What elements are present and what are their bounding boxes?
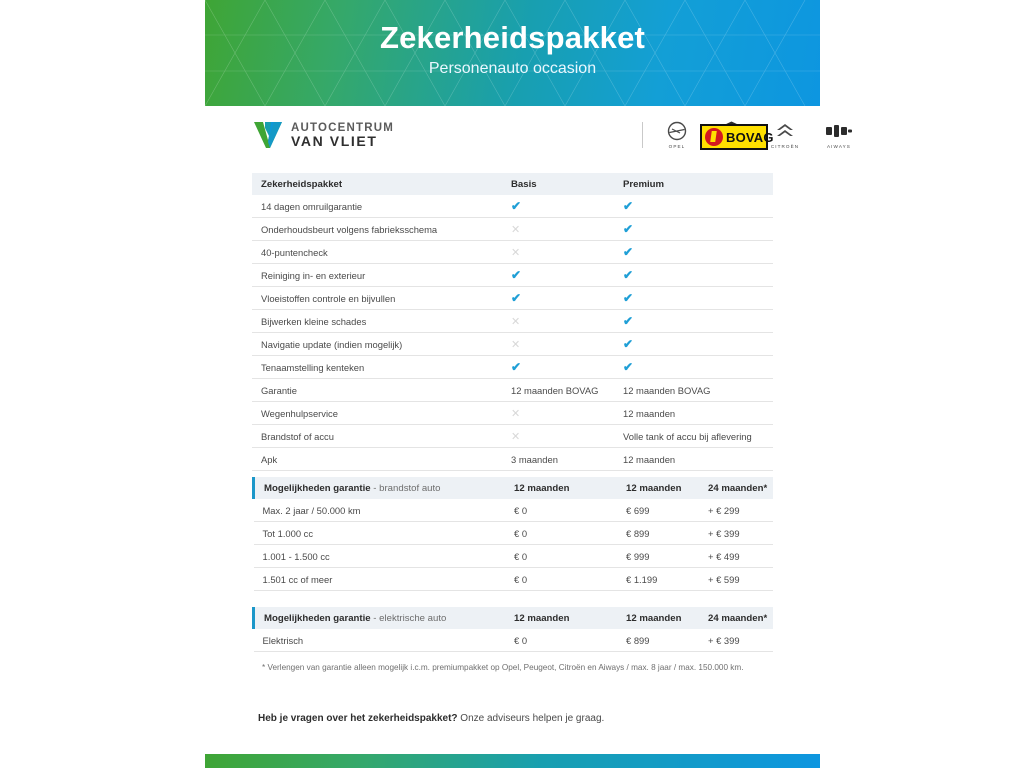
basis-value — [511, 195, 623, 218]
feature-label: Brandstof of accu — [252, 425, 511, 448]
basis-value — [511, 310, 623, 333]
basis-value — [511, 264, 623, 287]
table-row — [252, 356, 773, 379]
col-header-3: 24 maanden* — [708, 477, 773, 499]
col-header-1: 12 maanden — [514, 607, 626, 629]
premium-value: 12 maanden — [623, 402, 773, 425]
bovag-label: BOVAG — [726, 129, 774, 145]
col-header-premium: Premium — [623, 173, 773, 195]
premium-value: 12 maanden BOVAG — [623, 379, 773, 402]
check-icon: ✔ — [623, 222, 634, 236]
table-header-row — [254, 477, 774, 499]
table-row — [252, 333, 773, 356]
premium-value — [623, 310, 773, 333]
header-title: Mogelijkheden garantie — [264, 482, 371, 494]
price-12m: € 999 — [626, 545, 708, 568]
garantie-brandstof-table — [252, 477, 773, 591]
check-icon: ✔ — [511, 268, 522, 282]
check-icon: ✔ — [511, 291, 522, 305]
price-basis: € 0 — [514, 522, 626, 545]
table-row — [252, 379, 773, 402]
price-24m: + € 299 — [708, 499, 773, 522]
price-basis: € 0 — [514, 568, 626, 591]
col-header-2: 12 maanden — [626, 607, 708, 629]
col-header-title — [254, 607, 515, 629]
premium-value: Volle tank of accu bij aflevering — [623, 425, 773, 448]
basis-value — [511, 425, 623, 448]
row-label: Elektrisch — [254, 629, 515, 652]
feature-label: Garantie — [252, 379, 511, 402]
table-row — [252, 195, 773, 218]
table-row — [252, 287, 773, 310]
logo-divider — [642, 122, 643, 148]
zekerheidspakket-table — [252, 173, 773, 471]
basis-value — [511, 402, 623, 425]
aiways-logo-icon — [822, 120, 856, 142]
brand-aiways — [822, 120, 856, 149]
table-row — [252, 241, 773, 264]
check-icon: ✔ — [511, 199, 522, 213]
col-header-3: 24 maanden* — [708, 607, 773, 629]
brand-label: CITROËN — [770, 144, 800, 149]
price-basis: € 0 — [514, 629, 626, 652]
basis-value — [511, 333, 623, 356]
contact-question — [258, 713, 604, 724]
check-icon: ✔ — [623, 337, 634, 351]
feature-label: Reiniging in- en exterieur — [252, 264, 511, 287]
garantie-elektrisch-table — [252, 607, 773, 652]
table-row — [254, 545, 774, 568]
logo-row — [252, 120, 851, 160]
row-label: Max. 2 jaar / 50.000 km — [254, 499, 515, 522]
premium-value — [623, 218, 773, 241]
cross-icon: ✕ — [511, 315, 521, 328]
basis-value — [511, 356, 623, 379]
check-icon: ✔ — [623, 268, 634, 282]
premium-value — [623, 195, 773, 218]
price-24m: + € 399 — [708, 522, 773, 545]
check-icon: ✔ — [623, 314, 634, 328]
check-icon: ✔ — [623, 199, 634, 213]
premium-value — [623, 287, 773, 310]
table-row — [252, 425, 773, 448]
dealer-name-line1: AUTOCENTRUM — [291, 121, 395, 134]
dealer-logo — [252, 120, 394, 150]
table-row — [254, 499, 774, 522]
table-row — [254, 629, 774, 652]
feature-label: Vloeistoffen controle en bijvullen — [252, 287, 511, 310]
footnote-text: * Verlengen van garantie alleen mogelijk i.c.m. premiumpakket op Opel, Peugeot, Citroën en Aiways / max. 8 jaar / max. 150.000 km. — [262, 663, 744, 672]
basis-value — [511, 287, 623, 310]
cross-icon: ✕ — [511, 223, 521, 236]
check-icon: ✔ — [623, 360, 634, 374]
cross-icon: ✕ — [511, 338, 521, 351]
basis-value — [511, 218, 623, 241]
question-bold: Heb je vragen over het zekerheidspakket? — [258, 713, 458, 724]
cross-icon: ✕ — [511, 407, 521, 420]
basis-value: 3 maanden — [511, 448, 623, 471]
price-24m: + € 599 — [708, 568, 773, 591]
premium-value — [623, 264, 773, 287]
feature-label: Onderhoudsbeurt volgens fabrieksschema — [252, 218, 511, 241]
price-12m: € 899 — [626, 522, 708, 545]
dealer-name-line2: VAN VLIET — [291, 132, 378, 149]
header-subtitle: - elektrische auto — [370, 612, 447, 624]
table-row — [252, 264, 773, 287]
basis-value — [511, 241, 623, 264]
row-label: Tot 1.000 cc — [254, 522, 515, 545]
header-banner — [205, 0, 820, 106]
row-label: 1.501 cc of meer — [254, 568, 515, 591]
basis-value: 12 maanden BOVAG — [511, 379, 623, 402]
price-24m: + € 499 — [708, 545, 773, 568]
table-row — [252, 448, 773, 471]
brand-label: AIWAYS — [827, 144, 851, 149]
header-subtitle: - brandstof auto — [370, 482, 441, 494]
bovag-mark-icon — [705, 128, 723, 146]
check-icon: ✔ — [511, 360, 522, 374]
table-header-row — [252, 173, 773, 195]
table-row — [252, 310, 773, 333]
col-header-feature: Zekerheidspakket — [252, 173, 511, 195]
check-icon: ✔ — [623, 245, 634, 259]
van-vliet-mark-icon — [252, 120, 284, 150]
premium-value: 12 maanden — [623, 448, 773, 471]
footer-bar — [205, 754, 820, 768]
check-icon: ✔ — [623, 291, 634, 305]
feature-label: Wegenhulpservice — [252, 402, 511, 425]
question-rest: Onze adviseurs helpen je graag. — [457, 713, 605, 724]
premium-value — [623, 356, 773, 379]
table-row — [252, 218, 773, 241]
table-row — [254, 522, 774, 545]
price-12m: € 699 — [626, 499, 708, 522]
premium-value — [623, 241, 773, 264]
col-header-basis: Basis — [511, 173, 623, 195]
col-header-2: 12 maanden — [626, 477, 708, 499]
table-header-row — [254, 607, 774, 629]
banner-title: Zekerheidspakket — [379, 20, 646, 55]
table-row — [254, 568, 774, 591]
opel-logo-icon — [660, 120, 694, 142]
banner-subtitle: Personenauto occasion — [428, 60, 597, 77]
feature-label: 40-puntencheck — [252, 241, 511, 264]
price-12m: € 899 — [626, 629, 708, 652]
brand-opel — [660, 120, 694, 149]
col-header-title — [254, 477, 515, 499]
price-12m: € 1.199 — [626, 568, 708, 591]
premium-value — [623, 333, 773, 356]
cross-icon: ✕ — [511, 246, 521, 259]
brand-label: OPEL — [668, 144, 686, 149]
row-label: 1.001 - 1.500 cc — [254, 545, 515, 568]
feature-label: Navigatie update (indien mogelijk) — [252, 333, 511, 356]
price-basis: € 0 — [514, 499, 626, 522]
table-row — [252, 402, 773, 425]
cross-icon: ✕ — [511, 430, 521, 443]
col-header-1: 12 maanden — [514, 477, 626, 499]
feature-label: Tenaamstelling kenteken — [252, 356, 511, 379]
price-24m: + € 399 — [708, 629, 773, 652]
header-title: Mogelijkheden garantie — [264, 612, 371, 624]
feature-label: Bijwerken kleine schades — [252, 310, 511, 333]
feature-label: 14 dagen omruilgarantie — [252, 195, 511, 218]
feature-label: Apk — [252, 448, 511, 471]
price-basis: € 0 — [514, 545, 626, 568]
